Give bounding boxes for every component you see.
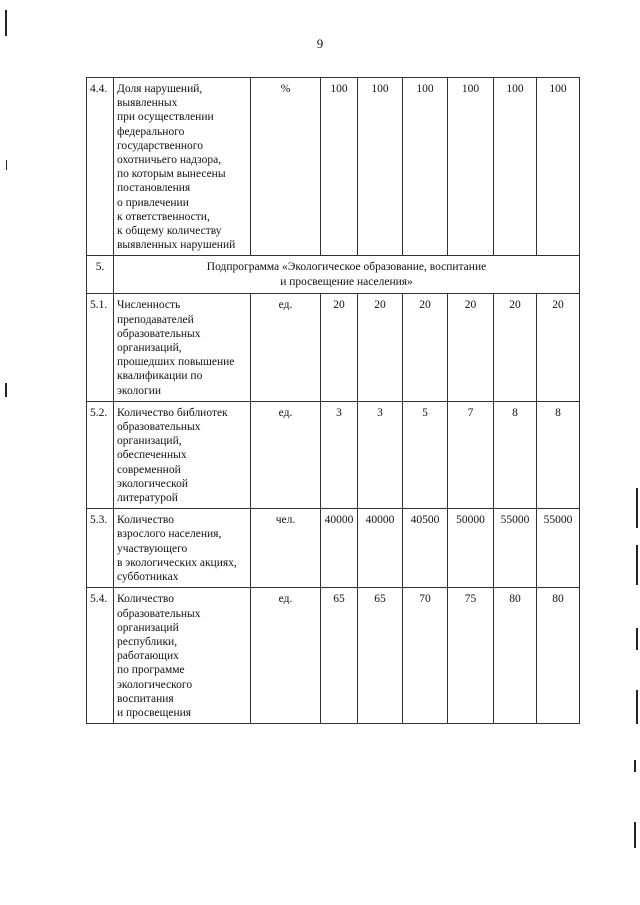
table-row xyxy=(87,401,580,508)
unit: ед. xyxy=(251,401,321,508)
year-value: 5 xyxy=(403,401,448,508)
table-row xyxy=(87,78,580,256)
scan-mark xyxy=(636,690,638,724)
year-value: 20 xyxy=(448,294,494,401)
indicator-name-line: выявленных нарушений xyxy=(117,239,236,252)
scan-mark xyxy=(5,383,7,397)
indicator-name-line: работающих xyxy=(117,650,179,663)
row-number: 5.2. xyxy=(87,401,114,508)
indicator-name-line: о привлечении xyxy=(117,196,189,209)
scan-mark xyxy=(634,822,636,848)
year-value: 100 xyxy=(494,78,537,256)
year-value: 100 xyxy=(448,78,494,256)
year-value: 40500 xyxy=(403,509,448,588)
indicator-name-line: литературой xyxy=(117,492,178,505)
year-value: 20 xyxy=(537,294,580,401)
year-value: 40000 xyxy=(321,509,358,588)
indicator-name-line: субботниках xyxy=(117,571,179,584)
indicator-name-line: организаций xyxy=(117,621,179,634)
year-value: 7 xyxy=(448,401,494,508)
subprogram-title xyxy=(114,256,580,294)
indicator-name-line: Доля нарушений, xyxy=(117,83,203,95)
unit: ед. xyxy=(251,294,321,401)
year-value: 80 xyxy=(494,588,537,724)
indicator-name-line: и просвещения xyxy=(117,706,192,719)
year-value: 20 xyxy=(358,294,403,401)
indicator-name-line: взрослого населения, xyxy=(117,528,222,541)
year-value: 3 xyxy=(321,401,358,508)
table-row xyxy=(87,509,580,588)
indicator-name-line: современной xyxy=(117,463,181,476)
subprogram-title-line: и просвещение населения» xyxy=(280,276,413,289)
year-value: 75 xyxy=(448,588,494,724)
year-value: 55000 xyxy=(537,509,580,588)
table-row xyxy=(87,294,580,401)
unit: чел. xyxy=(251,509,321,588)
row-number: 5.3. xyxy=(87,509,114,588)
indicator-name-line: Количество xyxy=(117,514,174,527)
year-value: 20 xyxy=(321,294,358,401)
year-value: 40000 xyxy=(358,509,403,588)
indicator-name-line: к ответственности, xyxy=(117,210,210,223)
scan-mark xyxy=(636,545,638,585)
year-value: 80 xyxy=(537,588,580,724)
indicator-name-line: постановления xyxy=(117,182,191,195)
scan-mark xyxy=(6,160,7,170)
indicator-name-line: организаций, xyxy=(117,342,182,355)
indicator-name-line: образовательных xyxy=(117,421,201,434)
indicator-name-line: преподавателей xyxy=(117,313,194,326)
indicator-name-line: при осуществлении xyxy=(117,111,214,124)
indicator-name-line: экологического xyxy=(117,678,193,691)
indicator-name-line: выявленных xyxy=(117,97,178,110)
year-value: 65 xyxy=(321,588,358,724)
year-value: 70 xyxy=(403,588,448,724)
year-value: 55000 xyxy=(494,509,537,588)
scan-mark xyxy=(634,760,636,772)
indicator-name xyxy=(114,78,251,256)
indicator-name-line: Количество библиотек xyxy=(117,406,228,419)
indicator-name-line: организаций, xyxy=(117,435,182,448)
scan-mark xyxy=(636,488,638,528)
indicator-name-line: участвующего xyxy=(117,542,188,555)
subprogram-title-line: Подпрограмма «Экологическое образование, воспитание xyxy=(206,261,487,274)
indicator-name-line: экологии xyxy=(117,384,162,397)
indicator-name xyxy=(114,509,251,588)
year-value: 100 xyxy=(321,78,358,256)
indicator-name-line: обеспеченных xyxy=(117,449,187,462)
indicator-name-line: федерального xyxy=(117,125,185,138)
year-value: 100 xyxy=(403,78,448,256)
page-number: 9 xyxy=(316,36,324,51)
row-number: 5.1. xyxy=(87,294,114,401)
indicator-name-line: прошедших повышение xyxy=(117,356,235,369)
indicator-name-line: образовательных xyxy=(117,607,201,620)
unit: % xyxy=(251,78,321,256)
year-value: 50000 xyxy=(448,509,494,588)
year-value: 20 xyxy=(403,294,448,401)
scan-mark xyxy=(5,10,7,36)
indicator-name-line: к общему количеству xyxy=(117,225,222,238)
row-number: 5.4. xyxy=(87,588,114,724)
indicator-name-line: по программе xyxy=(117,664,185,677)
year-value: 20 xyxy=(494,294,537,401)
indicator-name xyxy=(114,294,251,401)
indicators-table xyxy=(86,77,580,724)
year-value: 65 xyxy=(358,588,403,724)
scan-mark xyxy=(636,628,638,650)
indicator-name-line: по которым вынесены xyxy=(117,168,226,181)
table-row xyxy=(87,588,580,724)
subprogram-number: 5. xyxy=(87,256,114,294)
indicator-name-line: Численность xyxy=(117,299,181,312)
indicator-name-line: образовательных xyxy=(117,327,201,340)
indicator-name-line: в экологических акциях, xyxy=(117,556,237,569)
subprogram-row xyxy=(87,256,580,294)
indicator-name-line: квалификации по xyxy=(117,370,203,383)
row-number: 4.4. xyxy=(87,78,114,256)
indicator-name-line: экологической xyxy=(117,477,189,490)
year-value: 8 xyxy=(494,401,537,508)
indicator-name-line: воспитания xyxy=(117,692,174,705)
indicator-name xyxy=(114,401,251,508)
year-value: 100 xyxy=(358,78,403,256)
indicator-name-line: государственного xyxy=(117,139,203,152)
indicator-name xyxy=(114,588,251,724)
year-value: 8 xyxy=(537,401,580,508)
unit: ед. xyxy=(251,588,321,724)
year-value: 3 xyxy=(358,401,403,508)
indicator-name-line: Количество xyxy=(117,593,174,606)
indicator-name-line: республики, xyxy=(117,635,178,648)
indicator-name-line: охотничьего надзора, xyxy=(117,154,222,167)
year-value: 100 xyxy=(537,78,580,256)
table-body xyxy=(87,78,580,724)
